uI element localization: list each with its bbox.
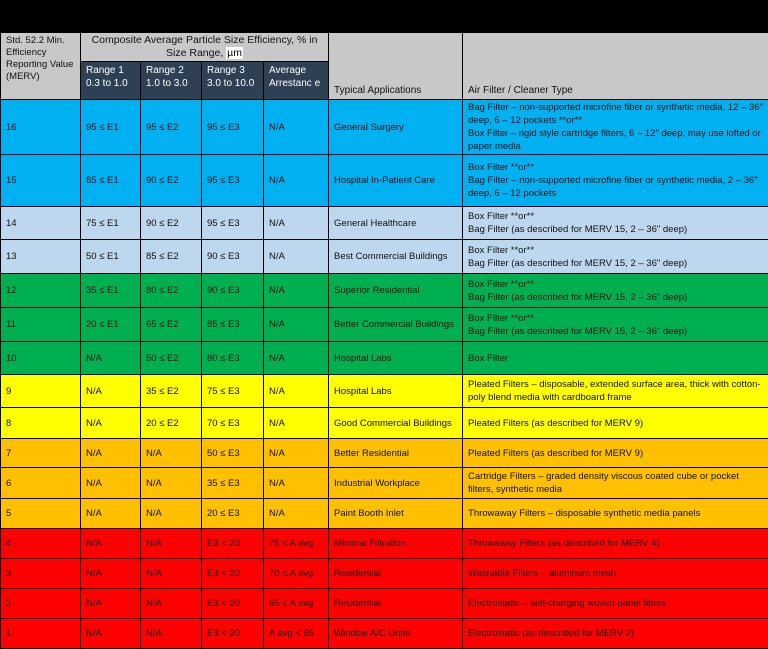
range1-cell: N/A [81, 439, 141, 468]
application-cell: General Healthcare [329, 207, 463, 240]
arrestance-cell: 70 ≤ A avg [264, 559, 329, 589]
filter-type-cell [463, 308, 768, 342]
range3-cell: 95 ≤ E3 [202, 207, 264, 240]
application-cell: Good Commercial Buildings [329, 408, 463, 439]
range1-cell: N/A [81, 529, 141, 559]
range1-cell: 50 ≤ E1 [81, 240, 141, 274]
range1-cell: N/A [81, 342, 141, 375]
range3-cell: E3 < 20 [202, 529, 264, 559]
filter-type-line: Bag Filter (as described for MERV 15, 2 – 36" deep) [468, 223, 763, 236]
application-cell: Best Commercial Buildings [329, 240, 463, 274]
range2-cell: N/A [141, 589, 202, 619]
range2-cell: 85 ≤ E2 [141, 240, 202, 274]
table-row [1, 375, 768, 408]
table-row [1, 619, 768, 649]
range2-cell: N/A [141, 439, 202, 468]
filter-type-cell [463, 529, 768, 559]
filter-type-line: Box Filter [468, 352, 763, 365]
range1-cell: N/A [81, 375, 141, 408]
range1-cell: N/A [81, 559, 141, 589]
table-row [1, 155, 768, 207]
arrestance-cell: N/A [264, 155, 329, 207]
range3-cell: 70 ≤ E3 [202, 408, 264, 439]
merv-cell: 10 [1, 342, 81, 375]
table-row [1, 499, 768, 529]
application-cell: Paint Booth Inlet [329, 499, 463, 529]
merv-table [0, 32, 768, 649]
arrestance-cell: N/A [264, 308, 329, 342]
range2-cell: 35 ≤ E2 [141, 375, 202, 408]
table-row [1, 240, 768, 274]
table-row [1, 274, 768, 308]
range1-header: Range 1 0.3 to 1.0 [81, 62, 141, 100]
filter-type-line: Bag Filter – non-supported microfine fiber or synthetic media, 2 – 36" deep, 6 – 12 pockets [468, 174, 763, 200]
merv-cell: 5 [1, 499, 81, 529]
merv-cell: 9 [1, 375, 81, 408]
merv-cell: 14 [1, 207, 81, 240]
range2-header: Range 2 1.0 to 3.0 [141, 62, 202, 100]
filter-type-line: Pleated Filters – disposable, extended surface area, thick with cotton-poly blend media with cardboard frame [468, 378, 763, 404]
filter-type-line: Box Filter **or** [468, 161, 763, 174]
micron-unit: µm [226, 47, 243, 59]
application-cell: Better Commercial Buildings [329, 308, 463, 342]
filter-type-line: Electrostatic – self-charging woven panel filters [468, 597, 763, 610]
filter-type-line: Box Filter **or** [468, 278, 763, 291]
range1-cell: N/A [81, 408, 141, 439]
application-cell: Residential [329, 589, 463, 619]
range3-header: Range 3 3.0 to 10.0 [202, 62, 264, 100]
filter-type-cell [463, 342, 768, 375]
range2-cell: 80 ≤ E2 [141, 274, 202, 308]
arrestance-cell: N/A [264, 100, 329, 155]
filter-type-cell [463, 207, 768, 240]
filter-type-line: Box Filter – rigid style cartridge filters, 6 – 12" deep, may use lofted or paper media [468, 127, 763, 153]
application-cell: General Surgery [329, 100, 463, 155]
range3-cell: 95 ≤ E3 [202, 100, 264, 155]
range2-cell: N/A [141, 559, 202, 589]
filter-type-line: Cartridge Filters – graded density viscous coated cube or pocket filters, synthetic media [468, 470, 763, 496]
filter-type-cell [463, 100, 768, 155]
filter-type-line: Washable Filters – aluminum mesh [468, 567, 763, 580]
filter-type-cell [463, 499, 768, 529]
table-row [1, 468, 768, 499]
table-row [1, 308, 768, 342]
arrestance-cell: N/A [264, 439, 329, 468]
range3-cell: 80 ≤ E3 [202, 342, 264, 375]
arrestance-cell: N/A [264, 274, 329, 308]
table-row [1, 439, 768, 468]
filter-type-line: Pleated Filters (as described for MERV 9) [468, 417, 763, 430]
range3-cell: E3 < 20 [202, 589, 264, 619]
table-row [1, 589, 768, 619]
arrestance-cell: 65 ≤ A avg [264, 589, 329, 619]
filter-type-cell [463, 375, 768, 408]
filter-type-line: Box Filter **or** [468, 244, 763, 257]
range3-cell: 95 ≤ E3 [202, 155, 264, 207]
merv-cell: 12 [1, 274, 81, 308]
merv-cell: 16 [1, 100, 81, 155]
merv-cell: 15 [1, 155, 81, 207]
filter-type-cell [463, 559, 768, 589]
table-row [1, 408, 768, 439]
arrestance-cell: N/A [264, 468, 329, 499]
merv-cell: 1 [1, 619, 81, 649]
filter-type-line: Electrostatic (as described for MERV 2) [468, 627, 763, 640]
range2-cell: N/A [141, 529, 202, 559]
filter-type-cell [463, 274, 768, 308]
merv-cell: 7 [1, 439, 81, 468]
application-cell: Hospital Labs [329, 375, 463, 408]
range3-cell: 90 ≤ E3 [202, 274, 264, 308]
filter-type-line: Throwaway Filters – disposable synthetic media panels [468, 507, 763, 520]
range1-cell: 95 ≤ E1 [81, 100, 141, 155]
filter-type-cell [463, 155, 768, 207]
applications-column-header: Typical Applications [329, 33, 463, 100]
range1-cell: 20 ≤ E1 [81, 308, 141, 342]
application-cell: Minimal Filtration [329, 529, 463, 559]
range2-cell: 95 ≤ E2 [141, 100, 202, 155]
merv-cell: 11 [1, 308, 81, 342]
filter-type-cell [463, 240, 768, 274]
range1-cell: N/A [81, 589, 141, 619]
table-row [1, 529, 768, 559]
range3-cell: 90 ≤ E3 [202, 240, 264, 274]
range1-cell: N/A [81, 468, 141, 499]
application-cell: Residential [329, 559, 463, 589]
arrestance-cell: N/A [264, 499, 329, 529]
filter-type-line: Bag Filter – non-supported microfine fiber or synthetic media, 12 – 36" deep, 6 – 12 pockets **or** [468, 101, 763, 127]
filter-type-line: Box Filter **or** [468, 312, 763, 325]
filter-type-line: Bag Filter (as described for MERV 15, 2 – 36" deep) [468, 257, 763, 270]
merv-cell: 3 [1, 559, 81, 589]
table-body [1, 100, 768, 649]
merv-cell: 6 [1, 468, 81, 499]
range2-cell: 65 ≤ E2 [141, 308, 202, 342]
merv-cell: 8 [1, 408, 81, 439]
arrestance-cell: N/A [264, 408, 329, 439]
range3-cell: 35 ≤ E3 [202, 468, 264, 499]
range1-cell: N/A [81, 619, 141, 649]
composite-efficiency-header [81, 33, 329, 62]
filter-type-line: Bag Filter (as described for MERV 15, 2 – 36" deep) [468, 325, 763, 338]
range1-cell: 75 ≤ E1 [81, 207, 141, 240]
arrestance-cell: 75 ≤ A avg [264, 529, 329, 559]
merv-column-header: Std. 52.2 Min. Efficiency Reporting Value (MERV) [1, 33, 81, 100]
arrestance-cell: N/A [264, 240, 329, 274]
filter-type-cell [463, 468, 768, 499]
table-header [1, 33, 768, 100]
filter-type-cell [463, 439, 768, 468]
filter-type-cell [463, 619, 768, 649]
table-row [1, 207, 768, 240]
application-cell: Superior Residential [329, 274, 463, 308]
filter-type-cell [463, 589, 768, 619]
arrestance-cell: N/A [264, 207, 329, 240]
application-cell: Hospital Labs [329, 342, 463, 375]
range3-cell: 75 ≤ E3 [202, 375, 264, 408]
range2-cell: N/A [141, 499, 202, 529]
range2-cell: N/A [141, 468, 202, 499]
composite-label: Composite Average Particle Size Efficiency, % in Size Range, [92, 34, 318, 59]
range1-cell: 85 ≤ E1 [81, 155, 141, 207]
filter-type-line: Pleated Filters (as described for MERV 9) [468, 447, 763, 460]
range1-cell: 35 ≤ E1 [81, 274, 141, 308]
filter-type-cell [463, 408, 768, 439]
range3-cell: 20 ≤ E3 [202, 499, 264, 529]
table-row [1, 559, 768, 589]
range3-cell: 50 ≤ E3 [202, 439, 264, 468]
range2-cell: 90 ≤ E2 [141, 207, 202, 240]
range3-cell: E3 < 20 [202, 559, 264, 589]
application-cell: Industrial Workplace [329, 468, 463, 499]
range2-cell: 50 ≤ E2 [141, 342, 202, 375]
application-cell: Window A/C Units [329, 619, 463, 649]
application-cell: Better Residential [329, 439, 463, 468]
range3-cell: E3 < 20 [202, 619, 264, 649]
merv-cell: 4 [1, 529, 81, 559]
arrestance-header: Average Arrestanc e [264, 62, 329, 100]
filter-type-line: Box Filter **or** [468, 210, 763, 223]
application-cell: Hospital In-Patient Care [329, 155, 463, 207]
filter-type-line: Throwaway Filters (as described for MERV 4) [468, 537, 763, 550]
table-row [1, 342, 768, 375]
filter-type-line: Bag Filter (as described for MERV 15, 2 – 36" deep) [468, 291, 763, 304]
merv-cell: 2 [1, 589, 81, 619]
arrestance-cell: N/A [264, 342, 329, 375]
range2-cell: N/A [141, 619, 202, 649]
filter-type-column-header: Air Filter / Cleaner Type [463, 33, 768, 100]
range2-cell: 20 ≤ E2 [141, 408, 202, 439]
range1-cell: N/A [81, 499, 141, 529]
merv-cell: 13 [1, 240, 81, 274]
arrestance-cell: N/A [264, 375, 329, 408]
arrestance-cell: A avg < 65 [264, 619, 329, 649]
range3-cell: 85 ≤ E3 [202, 308, 264, 342]
range2-cell: 90 ≤ E2 [141, 155, 202, 207]
table-row [1, 100, 768, 155]
